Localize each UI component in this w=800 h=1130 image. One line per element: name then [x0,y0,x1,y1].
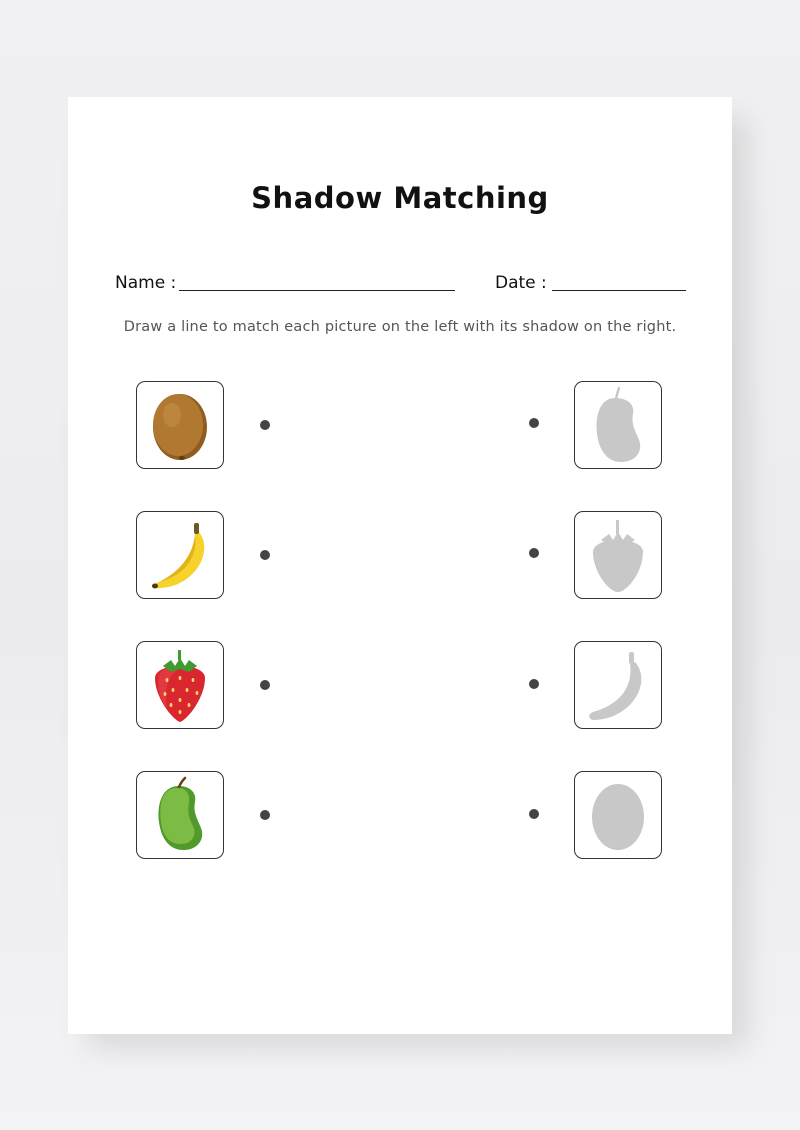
shadow-card-banana [574,641,662,729]
right-match-dot[interactable] [529,809,539,819]
mango-shadow-icon [575,382,660,467]
worksheet-title: Shadow Matching [251,181,549,215]
right-match-dot[interactable] [529,679,539,689]
left-match-dot[interactable] [260,550,270,560]
shadow-card-strawberry [574,511,662,599]
left-match-dot[interactable] [260,680,270,690]
left-match-dot[interactable] [260,420,270,430]
worksheet-page [68,97,732,1034]
strawberry-shadow-icon [575,512,660,597]
name-field-line[interactable] [179,290,455,291]
picture-card-banana [136,511,224,599]
name-label: Name : [115,273,177,293]
kiwi-icon [137,382,222,467]
kiwi-shadow-icon [575,772,660,857]
instructions-text: Draw a line to match each picture on the left with its shadow on the right. [123,319,677,335]
date-field-line[interactable] [552,290,686,291]
banana-shadow-icon [575,642,660,727]
shadow-card-mango [574,381,662,469]
right-match-dot[interactable] [529,548,539,558]
shadow-card-kiwi [574,771,662,859]
left-match-dot[interactable] [260,810,270,820]
picture-card-kiwi [136,381,224,469]
strawberry-icon [137,642,222,727]
date-label: Date : [495,273,547,293]
picture-card-strawberry [136,641,224,729]
picture-card-mango [136,771,224,859]
banana-icon [137,512,222,597]
right-match-dot[interactable] [529,418,539,428]
mango-icon [137,772,222,857]
